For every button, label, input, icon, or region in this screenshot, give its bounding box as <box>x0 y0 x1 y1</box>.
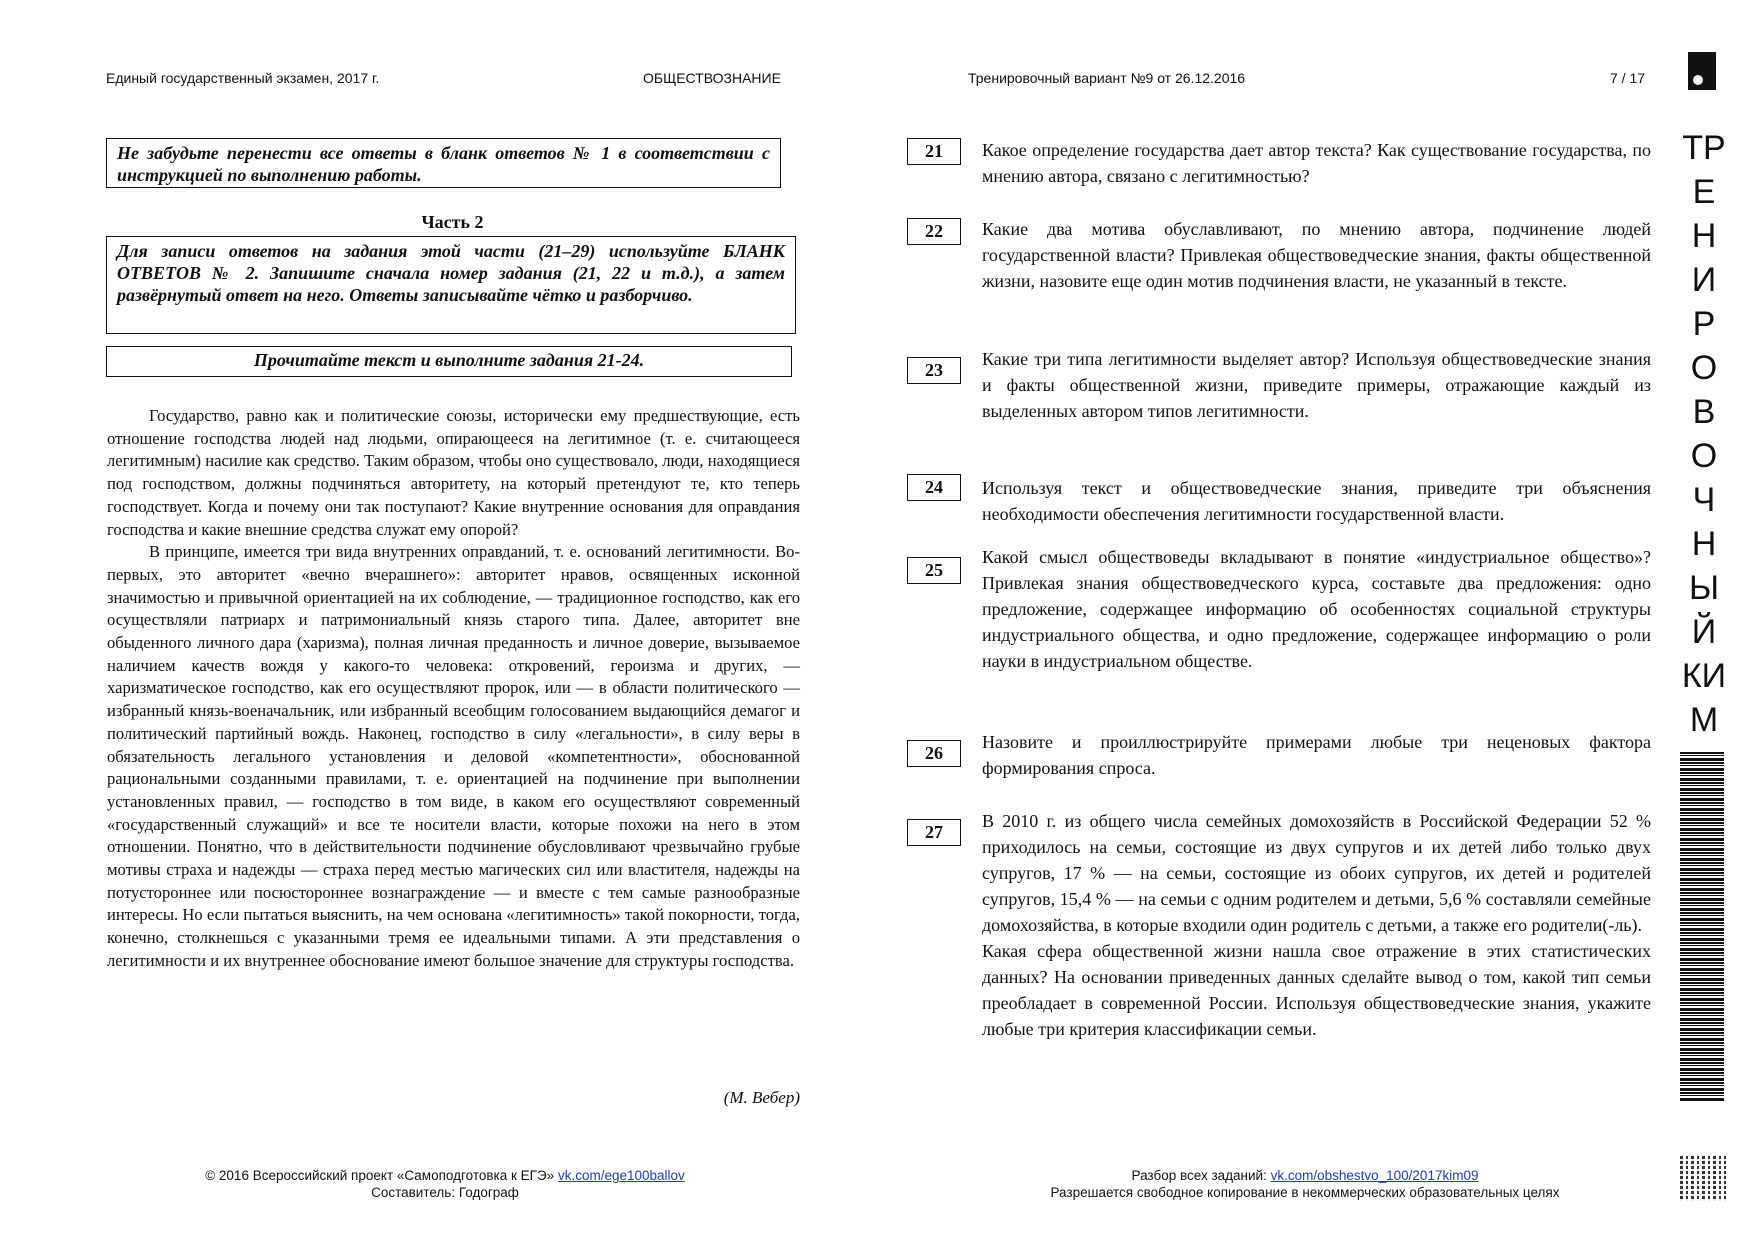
header-page-number: 7 / 17 <box>1610 70 1646 86</box>
side-label-letter: М <box>1689 701 1719 739</box>
question-24-text: Используя текст и обществоведческие знания, приведите три объяснения необходимости обеспечения легитимности государственной власти. <box>982 478 1651 524</box>
side-label-letter: И <box>1691 261 1717 299</box>
footer-analysis-label: Разбор всех заданий: <box>1131 1168 1267 1183</box>
side-label-letter: Е <box>1692 173 1716 211</box>
question-number-25: 25 <box>907 557 961 584</box>
part-instructions-box: Для записи ответов на задания этой части (21–29) используйте БЛАНК ОТВЕТОВ № 2. Запишите сначала номер задания (21, 22 и т.д.), а затем развёрнутый ответ на него. Ответы записывайте чётко и разборчиво. <box>106 236 796 334</box>
corner-mark-icon <box>1688 52 1716 90</box>
question-text-26 <box>982 729 1651 781</box>
side-label-letter: Ч <box>1692 481 1716 519</box>
header-exam-title: Единый государственный экзамен, 2017 г. <box>106 70 380 86</box>
footer-copyright: © 2016 Всероссийский проект «Самоподготовка к ЕГЭ» <box>205 1168 555 1183</box>
side-label-letter: Р <box>1692 305 1716 343</box>
question-21-text: Какое определение государства дает автор текста? Как существование государства, по мнению автора, связано с легитимностью? <box>982 140 1651 186</box>
footer-analysis-link[interactable]: vk.com/obshestvo_100/2017kim09 <box>1270 1168 1479 1183</box>
question-number-26: 26 <box>907 740 961 767</box>
side-label-letter: Н <box>1691 217 1717 255</box>
question-number-22: 22 <box>907 218 961 245</box>
question-text-21 <box>982 137 1651 189</box>
question-text-27 <box>982 808 1651 1042</box>
question-text-23 <box>982 346 1651 424</box>
footer-right <box>1000 1167 1610 1201</box>
qr-code-icon <box>1680 1155 1726 1201</box>
side-label-letter: О <box>1690 437 1718 475</box>
notice-box: Не забудьте перенести все ответы в бланк ответов № 1 в соответствии с инструкцией по выполнению работы. <box>106 138 781 188</box>
question-number-24: 24 <box>907 474 961 501</box>
text-paragraph-2: В принципе, имеется три вида внутренних оправданий, т. е. оснований легитимности. Во-первых, это авторитет «вечно вчерашнего»: авторитет нравов, освященных исконной значимостью и привычной ориентацией на их соблюдение, — традиционное господство, как его осуществляли патриарх и патримониальный князь старого типа. Далее, авторитет вне обыденного личного дара (харизма), полная личная преданность и личное доверие, вызываемое наличием качеств вождя у какого-то человека: откровений, героизма и других, — харизматическое господство, как его осуществляют пророк, или — в области политического — избранный князь-военачальник, или избранный всеобщим голосованием выдающийся демагог и политический партийный вождь. Наконец, господство в силу «легальности», в силу веры в обязательность легального установления и деловой «компетентности», обоснованной рациональными созданными правилами, т. е. ориентацией на подчинение при выполнении установленных правил, — господство в том виде, в каком его осуществляют современный «государственный служащий» и все те носители власти, которые похожи на него в этом отношении. Понятно, что в действительности подчинение обусловливают чрезвычайно грубые мотивы страха и надежды — страха перед местью магических сил или властителя, надежды на потустороннее или посюстороннее вознаграждение — и вместе с тем самые разнообразные интересы. Но если пытаться выяснить, на чем основана «легитимность» такой покорности, тогда, конечно, столкнешься с указанными тремя ее идеальными типами. А эти представления о легитимности и их внутреннее обоснование имеют большое значение для структуры господства. <box>107 542 800 970</box>
question-23-text: Какие три типа легитимности выделяет автор? Используя обществоведческие знания и факты общественной жизни, приведите примеры, отражающие каждый из выделенных автором типов легитимности. <box>982 349 1651 421</box>
side-label-letter: Ы <box>1688 569 1720 607</box>
question-26-text: Назовите и проиллюстрируйте примерами любые три неценовых фактора формирования спроса. <box>982 732 1651 778</box>
question-22-text: Какие два мотива обуславливают, по мнению автора, подчинение людей государственной власти? Привлекая обществоведческие знания, факты общественной жизни, назовите еще один мотив подчинения власти, не указанный в тексте. <box>982 219 1651 291</box>
source-text <box>107 405 800 973</box>
side-label-letter: О <box>1690 349 1718 387</box>
question-27-text: В 2010 г. из общего числа семейных домохозяйств в Российской Федерации 52 % приходилось на семьи, состоящие из двух супругов и их детей либо только двух супругов, 17 % — на семьи, состоящие из обоих супругов, их детей и родителей супругов, 15,4 % — на семьи с одним родителем и детьми, 5,6 % составляли семейные домохозяйства, в которые входили один родитель с детьми, а также его родители(-ль). <box>982 811 1651 935</box>
read-instruction-box: Прочитайте текст и выполните задания 21-24. <box>106 346 792 377</box>
side-label-letter: ТР <box>1682 129 1726 167</box>
question-27-text-2: Какая сфера общественной жизни нашла свое отражение в этих статистических данных? На основании приведенных данных сделайте вывод о том, какой тип семьи преобладает в современной России. Используя обществоведческие знания, укажите любые три критерия классификации семьи. <box>982 941 1651 1039</box>
text-paragraph-1: Государство, равно как и политические союзы, исторически ему предшествующие, есть отношение господства людей над людьми, опирающееся на легитимное (т. е. считающееся легитимным) насилие как средство. Таким образом, чтобы оно существовало, люди, находящиеся под господством, должны подчиняться авторитету, на который претендуют те, кто теперь господствует. Когда и почему они так поступают? Какие внутренние основания для оправдания господства и какие внешние средства служат ему опорой? <box>107 406 800 539</box>
footer-right-line1 <box>1000 1167 1610 1184</box>
footer-license: Разрешается свободное копирование в некоммерческих образовательных целях <box>1050 1185 1560 1200</box>
question-number-27: 27 <box>907 819 961 846</box>
text-author: (М. Вебер) <box>723 1088 800 1107</box>
side-label-letter: КИ <box>1681 657 1727 695</box>
part-title: Часть 2 <box>421 212 484 232</box>
question-25-text: Какой смысл обществоведы вкладывают в понятие «индустриальное общество»? Привлекая знания обществоведческого курса, составьте два предложения: одно предложение, содержащее информацию об особенностях социальной структуры индустриального общества, и одно предложение, содержащее информацию о роли науки в индустриальном обществе. <box>982 547 1651 671</box>
question-number-21: 21 <box>907 138 961 165</box>
question-text-24 <box>982 475 1651 527</box>
question-text-25 <box>982 544 1651 674</box>
header-subject: ОБЩЕСТВОЗНАНИЕ <box>643 70 781 86</box>
barcode-icon <box>1680 752 1724 1102</box>
side-label-letter: Н <box>1691 525 1717 563</box>
footer-vk-link[interactable]: vk.com/ege100ballov <box>557 1168 685 1183</box>
question-text-22 <box>982 216 1651 294</box>
footer-compiler: Составитель: Годограф <box>371 1185 519 1200</box>
side-label-letter: В <box>1692 393 1716 431</box>
footer-left <box>150 1167 740 1201</box>
question-number-23: 23 <box>907 357 961 384</box>
header-variant: Тренировочный вариант №9 от 26.12.2016 <box>968 70 1246 86</box>
side-vertical-label <box>1672 126 1736 742</box>
side-label-letter: Й <box>1691 613 1717 651</box>
footer-left-line1 <box>150 1167 740 1184</box>
